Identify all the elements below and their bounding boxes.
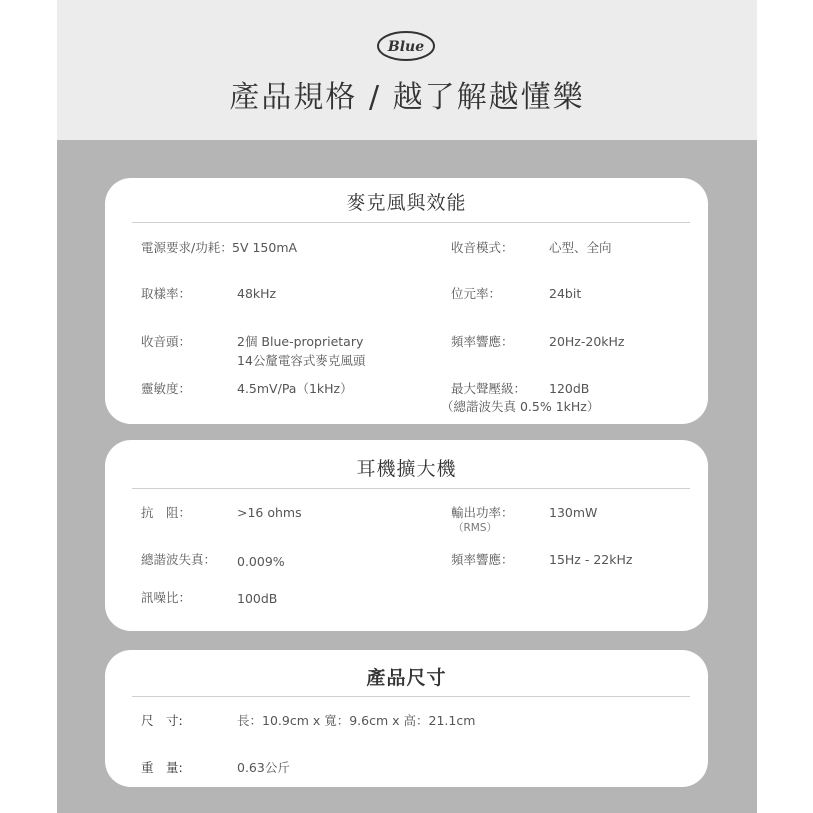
spec-value: 15Hz - 22kHz [549,552,633,567]
spec-value: 24bit [549,286,582,301]
spec-value: 100dB [237,591,278,606]
section-title: 耳機擴大機 [356,458,457,480]
spec-value: 0.63公斤 [237,760,290,775]
spec-label: 頻率響應： [451,552,514,567]
divider [132,222,690,223]
blue-logo [376,30,436,62]
spec-value: 長：10.9cm x 寬：9.6cm x 高：21.1cm [237,713,476,728]
divider [132,696,690,697]
page-title: 產品規格 / 越了解越懂樂 [229,80,585,115]
spec-label: 靈敏度： [141,381,192,396]
spec-value: 心型、全向 [549,240,612,255]
spec-label: 總諧波失真： [141,552,217,567]
spec-value: >16 ohms [237,505,302,520]
spec-value: 5V 150mA [232,240,298,255]
spec-value: 0.009% [237,554,285,569]
section-title: 麥克風與效能 [346,192,467,214]
spec-value: 20Hz-20kHz [549,334,625,349]
spec-value: 4.5mV/Pa（1kHz） [237,381,353,396]
spec-label: 頻率響應： [451,334,514,349]
svg-text:Blue: Blue [387,39,425,55]
section-title: 產品尺寸 [366,667,447,689]
spec-label: 收音頭： [141,334,192,349]
divider [132,488,690,489]
spec-value: 2個 Blue-proprietary [237,334,364,349]
spec-card-microphone [105,178,708,424]
spec-label: 位元率： [451,286,502,301]
spec-note: （RMS） [453,522,498,534]
spec-label: 最大聲壓級： [451,381,527,396]
header [57,0,757,140]
spec-label: 重 量: [141,760,183,775]
spec-label: 收音模式： [451,240,514,255]
spec-value: 14公釐電容式麥克風頭 [237,353,366,368]
spec-label: 電源要求/功耗： [141,240,233,255]
spec-label: 訊噪比： [141,590,192,605]
spec-card-headphone-amp [105,440,708,631]
spec-label: 抗 阻： [141,505,192,520]
spec-card-dimensions [105,650,708,787]
spec-value: 120dB [549,381,590,396]
spec-label: 取樣率： [141,286,192,301]
spec-value: 48kHz [237,286,277,301]
spec-note: （總諧波失真 0.5% 1kHz） [441,399,600,414]
spec-label: 尺 寸: [141,713,183,728]
spec-value: 130mW [549,505,598,520]
spec-label: 輸出功率： [451,505,514,520]
